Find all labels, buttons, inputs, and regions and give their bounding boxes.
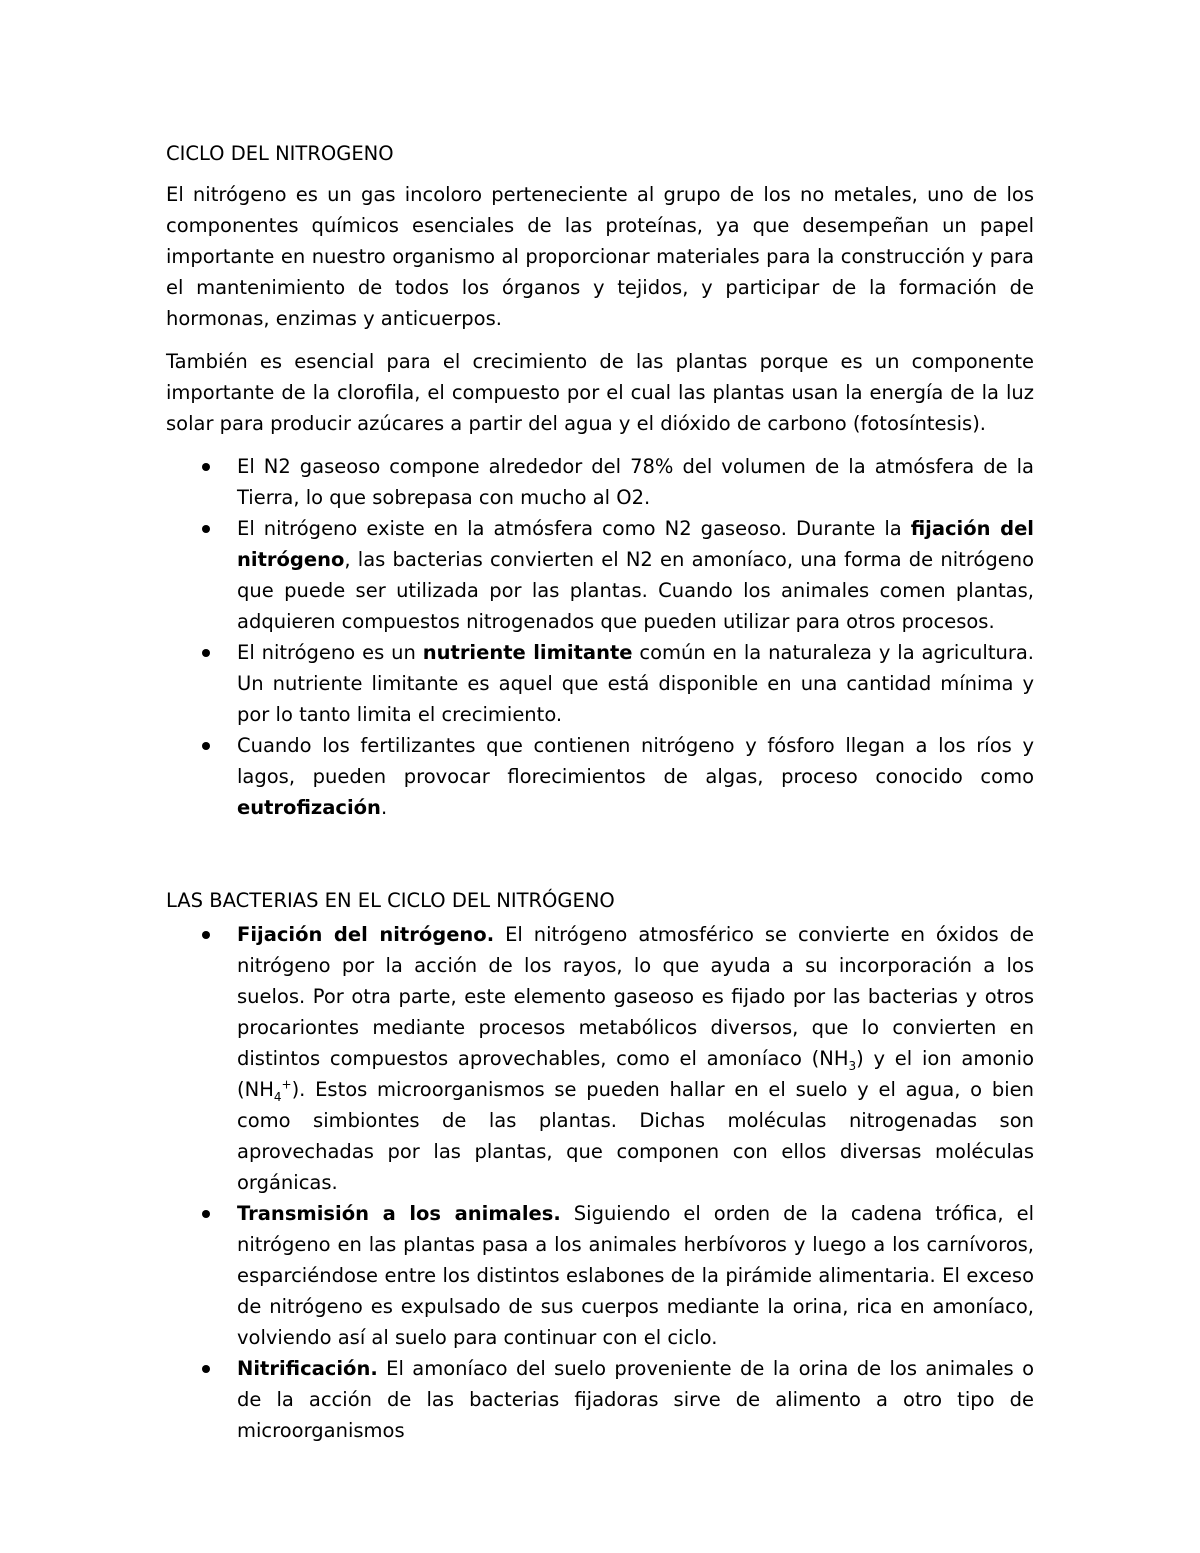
intro-paragraph-1: El nitrógeno es un gas incoloro perteneciente al grupo de los no metales, uno de los componentes químicos esenciales de las proteínas, ya que desempeñan un papel importante en nuestro organismo al proporcionar materiales para la construcción y para el mantenimiento de todos los órganos y tejidos, y participar de la formación de hormonas, enzimas y anticuerpos. xyxy=(166,183,1034,330)
facts-list xyxy=(166,451,1034,823)
list-item-text: ). Estos microorganismos se pueden hallar en el suelo y el agua, o bien como simbiontes de las plantas. Dichas moléculas nitrogenadas son aprovechadas por las plantas, que componen con ellos diversas moléculas orgánicas. xyxy=(237,1078,1034,1194)
list-item-text: El N2 gaseoso compone alrededor del 78% del volumen de la atmósfera de la Tierra, lo que sobrepasa con mucho al O2. xyxy=(237,455,1034,509)
list-item-text: El nitrógeno atmosférico se convierte en óxidos de nitrógeno por la acción de los rayos, lo que ayuda a su incorporación a los suelos. Por otra parte, este elemento gaseoso es fijado por las bacterias y otros procariontes mediante procesos metabólicos diversos, que lo convierten en distintos compuestos aprovechables, como el amoníaco (NH xyxy=(237,923,1034,1070)
bullet-icon xyxy=(202,649,210,657)
subscript: 4 xyxy=(273,1089,282,1104)
bold-term: Transmisión a los animales. xyxy=(237,1202,561,1225)
section-spacer xyxy=(166,823,1034,885)
list-item xyxy=(166,513,1034,637)
bold-term: Fijación del nitrógeno. xyxy=(237,923,495,946)
document-title: CICLO DEL NITROGENO xyxy=(166,142,394,165)
section-title: LAS BACTERIAS EN EL CICLO DEL NITRÓGENO xyxy=(166,889,615,912)
document-page xyxy=(166,138,1034,1446)
superscript: + xyxy=(281,1077,292,1092)
list-item xyxy=(166,451,1034,513)
list-item-text: Siguiendo el orden de la cadena trófica, el nitrógeno en las plantas pasa a los animales herbívoros y luego a los carnívoros, esparciéndose entre los distintos eslabones de la pirámide alimentaria. El exceso de nitrógeno es expulsado de sus cuerpos mediante la orina, rica en amoníaco, volviendo así al suelo para continuar con el ciclo. xyxy=(237,1202,1034,1349)
list-item xyxy=(166,1198,1034,1353)
bullet-icon xyxy=(202,525,210,533)
bullet-icon xyxy=(202,742,210,750)
list-item-text: ) y el ion amonio (NH xyxy=(237,1047,1034,1101)
bold-term: nutriente limitante xyxy=(422,641,633,664)
list-item-text: El nitrógeno existe en la atmósfera como N2 gaseoso. Durante la xyxy=(237,517,911,540)
list-item-text: El nitrógeno es un xyxy=(237,641,423,664)
list-item-text: común en la naturaleza y la agricultura. Un nutriente limitante es aquel que está disponible en una cantidad mínima y por lo tanto limita el crecimiento. xyxy=(237,641,1034,726)
list-item-text: El amoníaco del suelo proveniente de la orina de los animales o de la acción de las bacterias fijadoras sirve de alimento a otro tipo de microorganismos xyxy=(237,1357,1034,1442)
list-item xyxy=(166,637,1034,730)
bullet-icon xyxy=(202,931,210,939)
bold-term: Nitrificación. xyxy=(237,1357,378,1380)
bacteria-list xyxy=(166,919,1034,1446)
bold-term: fijación del nitrógeno xyxy=(237,517,1034,571)
bullet-icon xyxy=(202,463,210,471)
list-item xyxy=(166,730,1034,823)
list-item-text: Cuando los fertilizantes que contienen nitrógeno y fósforo llegan a los ríos y lagos, pueden provocar florecimientos de algas, proceso conocido como xyxy=(237,734,1034,788)
bullet-icon xyxy=(202,1365,210,1373)
subscript: 3 xyxy=(848,1058,857,1073)
intro-paragraph-2: También es esencial para el crecimiento de las plantas porque es un componente importante de la clorofila, el compuesto por el cual las plantas usan la energía de la luz solar para producir azúcares a partir del agua y el dióxido de carbono (fotosíntesis). xyxy=(166,350,1034,435)
list-item-text: , las bacterias convierten el N2 en amoníaco, una forma de nitrógeno que puede ser utilizada por las plantas. Cuando los animales comen plantas, adquieren compuestos nitrogenados que pueden utilizar para otros procesos. xyxy=(237,548,1034,633)
bold-term: eutrofización xyxy=(237,796,381,819)
bullet-icon xyxy=(202,1210,210,1218)
list-item-text: . xyxy=(380,796,388,819)
list-item xyxy=(166,919,1034,1198)
list-item xyxy=(166,1353,1034,1446)
